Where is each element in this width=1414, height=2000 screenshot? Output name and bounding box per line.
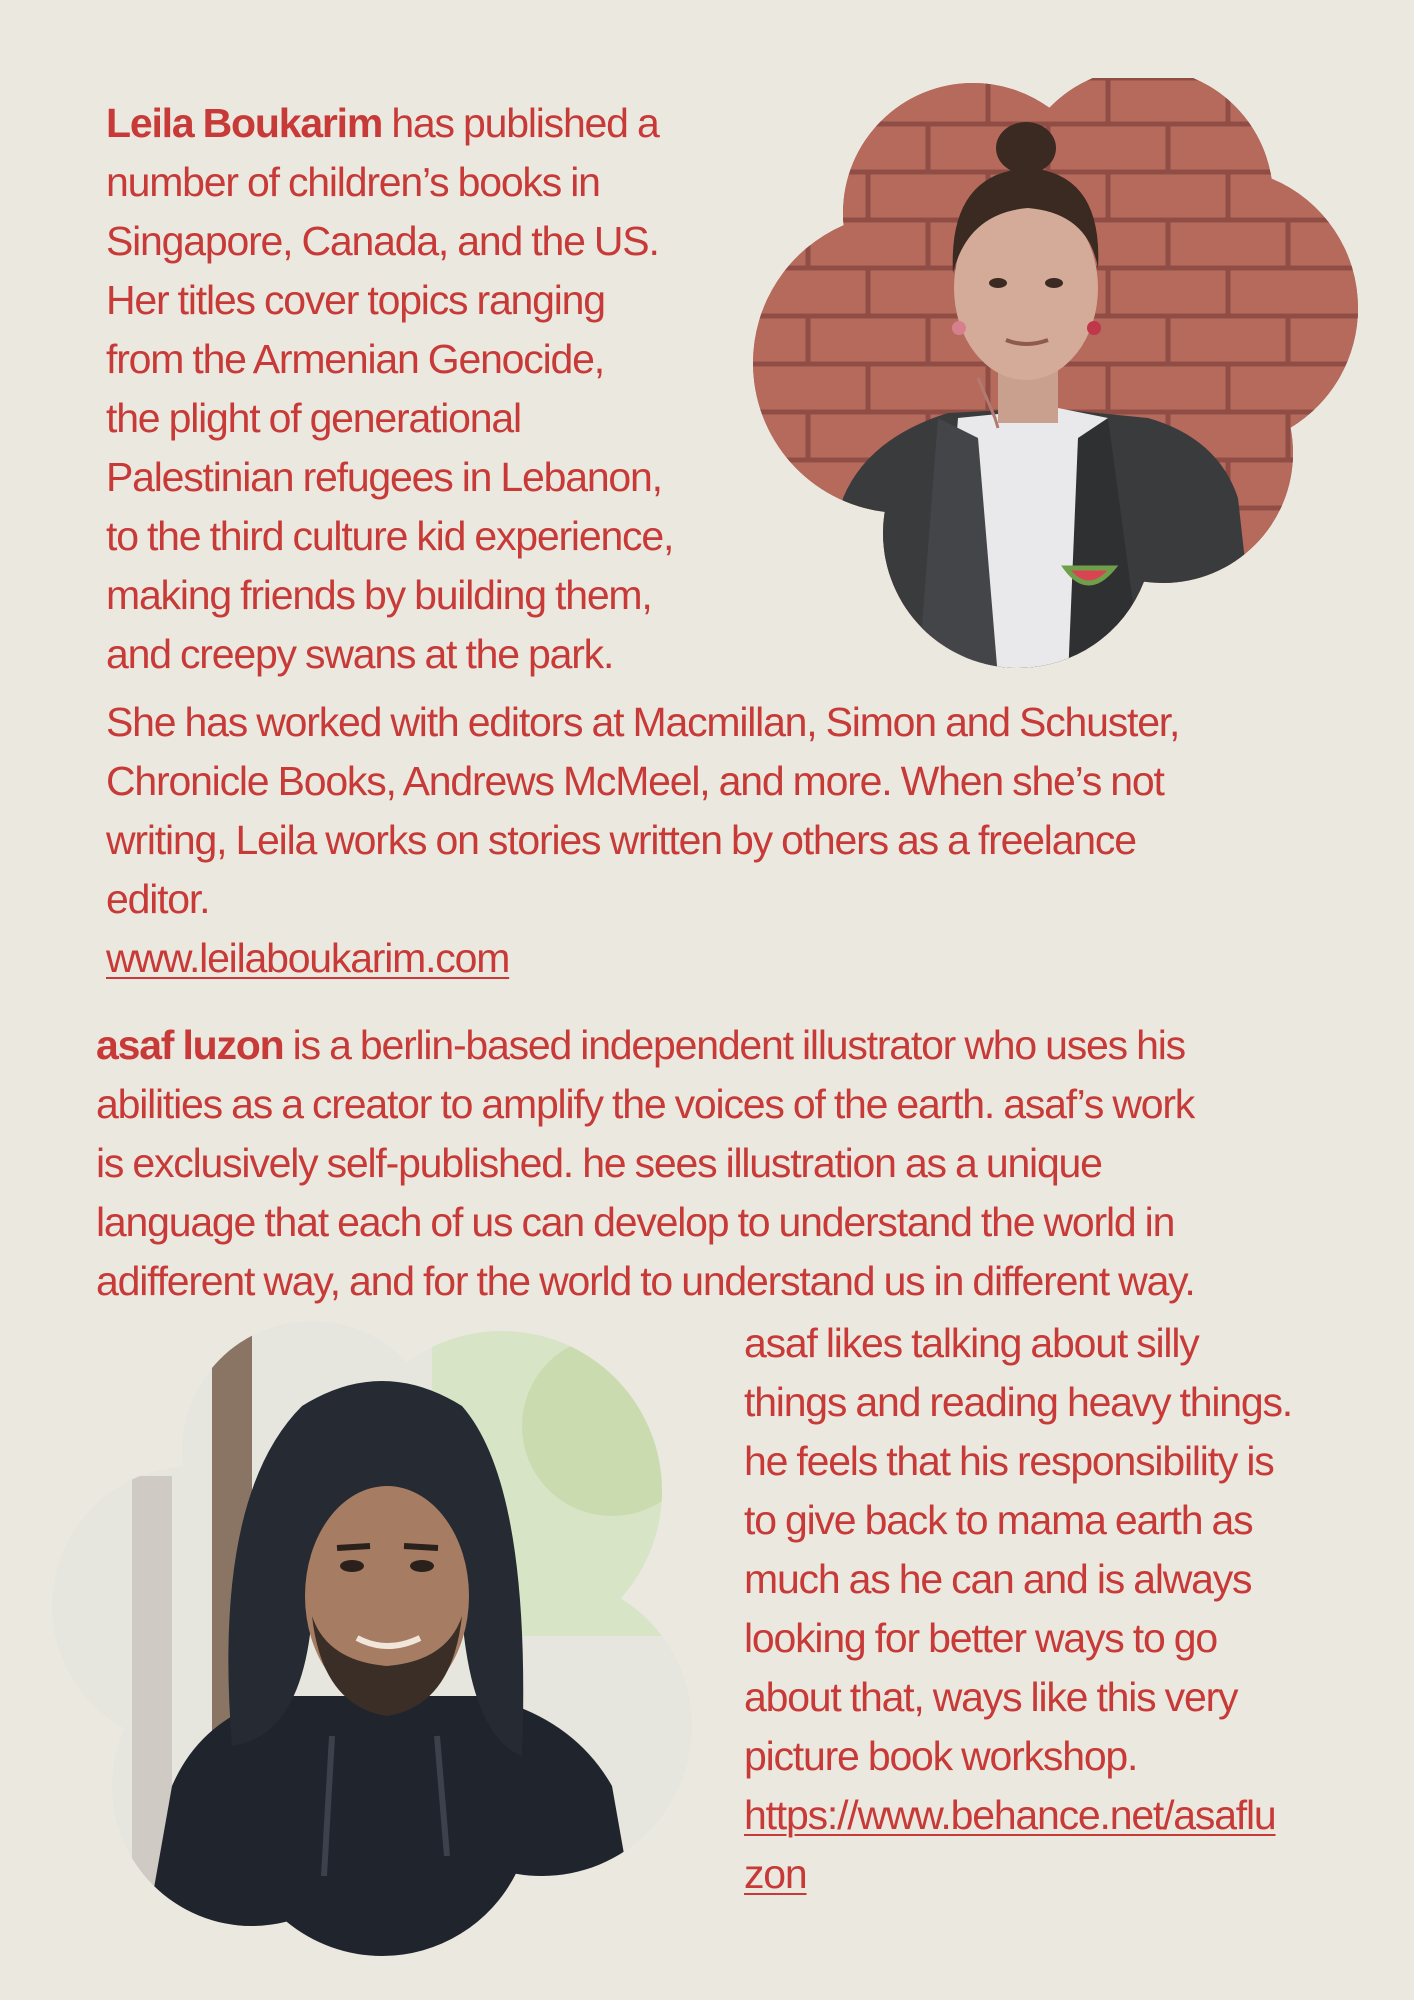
leila-bio-line: number of children’s books in xyxy=(106,159,600,205)
leila-photo xyxy=(748,78,1368,678)
asaf-bio-line: asaf likes talking about silly xyxy=(744,1320,1199,1366)
leila-bio-line: to the third culture kid experience, xyxy=(106,513,674,559)
leila-bio-line: Leila Boukarim has published a xyxy=(106,100,659,146)
asaf-bio-line: asaf luzon is a berlin-based independent illustrator who uses his xyxy=(96,1022,1185,1068)
asaf-bio-line: picture book workshop. xyxy=(744,1733,1138,1779)
asaf-bio xyxy=(96,1016,1195,1311)
asaf-behance-link-continued[interactable]: zon xyxy=(744,1851,807,1897)
leila-website-link[interactable]: www.leilaboukarim.com xyxy=(106,935,510,981)
leila-name: Leila Boukarim xyxy=(106,100,383,146)
leila-bio-line: editor. xyxy=(106,876,210,922)
leila-bio-line: She has worked with editors at Macmillan, Simon and Schuster, xyxy=(106,699,1180,745)
leila-bio-line: and creepy swans at the park. xyxy=(106,631,614,677)
leila-bio-continued xyxy=(106,693,1179,988)
leila-bio-line: Chronicle Books, Andrews McMeel, and more. When she’s not xyxy=(106,758,1164,804)
asaf-bio-line: language that each of us can develop to understand the world in xyxy=(96,1199,1175,1245)
asaf-bio-continued xyxy=(744,1314,1292,1904)
leila-bio-line: Her titles cover topics ranging xyxy=(106,277,605,323)
asaf-bio-line: looking for better ways to go xyxy=(744,1615,1217,1661)
asaf-photo xyxy=(52,1316,712,1956)
asaf-bio-line: adifferent way, and for the world to understand us in different way. xyxy=(96,1258,1195,1304)
leila-bio-line: writing, Leila works on stories written by others as a freelance xyxy=(106,817,1136,863)
asaf-behance-link[interactable]: https://www.behance.net/asaflu xyxy=(744,1792,1276,1838)
leila-bio-line: Singapore, Canada, and the US. xyxy=(106,218,659,264)
asaf-bio-line: much as he can and is always xyxy=(744,1556,1252,1602)
leila-bio-line: the plight of generational xyxy=(106,395,521,441)
asaf-bio-line: he feels that his responsibility is xyxy=(744,1438,1274,1484)
asaf-name: asaf luzon xyxy=(96,1022,284,1068)
asaf-bio-line: is exclusively self-published. he sees illustration as a unique xyxy=(96,1140,1102,1186)
leila-bio xyxy=(106,94,673,684)
asaf-bio-line: abilities as a creator to amplify the voices of the earth. asaf’s work xyxy=(96,1081,1195,1127)
leila-bio-line: from the Armenian Genocide, xyxy=(106,336,604,382)
asaf-bio-line: things and reading heavy things. xyxy=(744,1379,1292,1425)
asaf-bio-line: to give back to mama earth as xyxy=(744,1497,1253,1543)
asaf-bio-line: about that, ways like this very xyxy=(744,1674,1238,1720)
leila-bio-line: making friends by building them, xyxy=(106,572,652,618)
leila-bio-line: Palestinian refugees in Lebanon, xyxy=(106,454,662,500)
